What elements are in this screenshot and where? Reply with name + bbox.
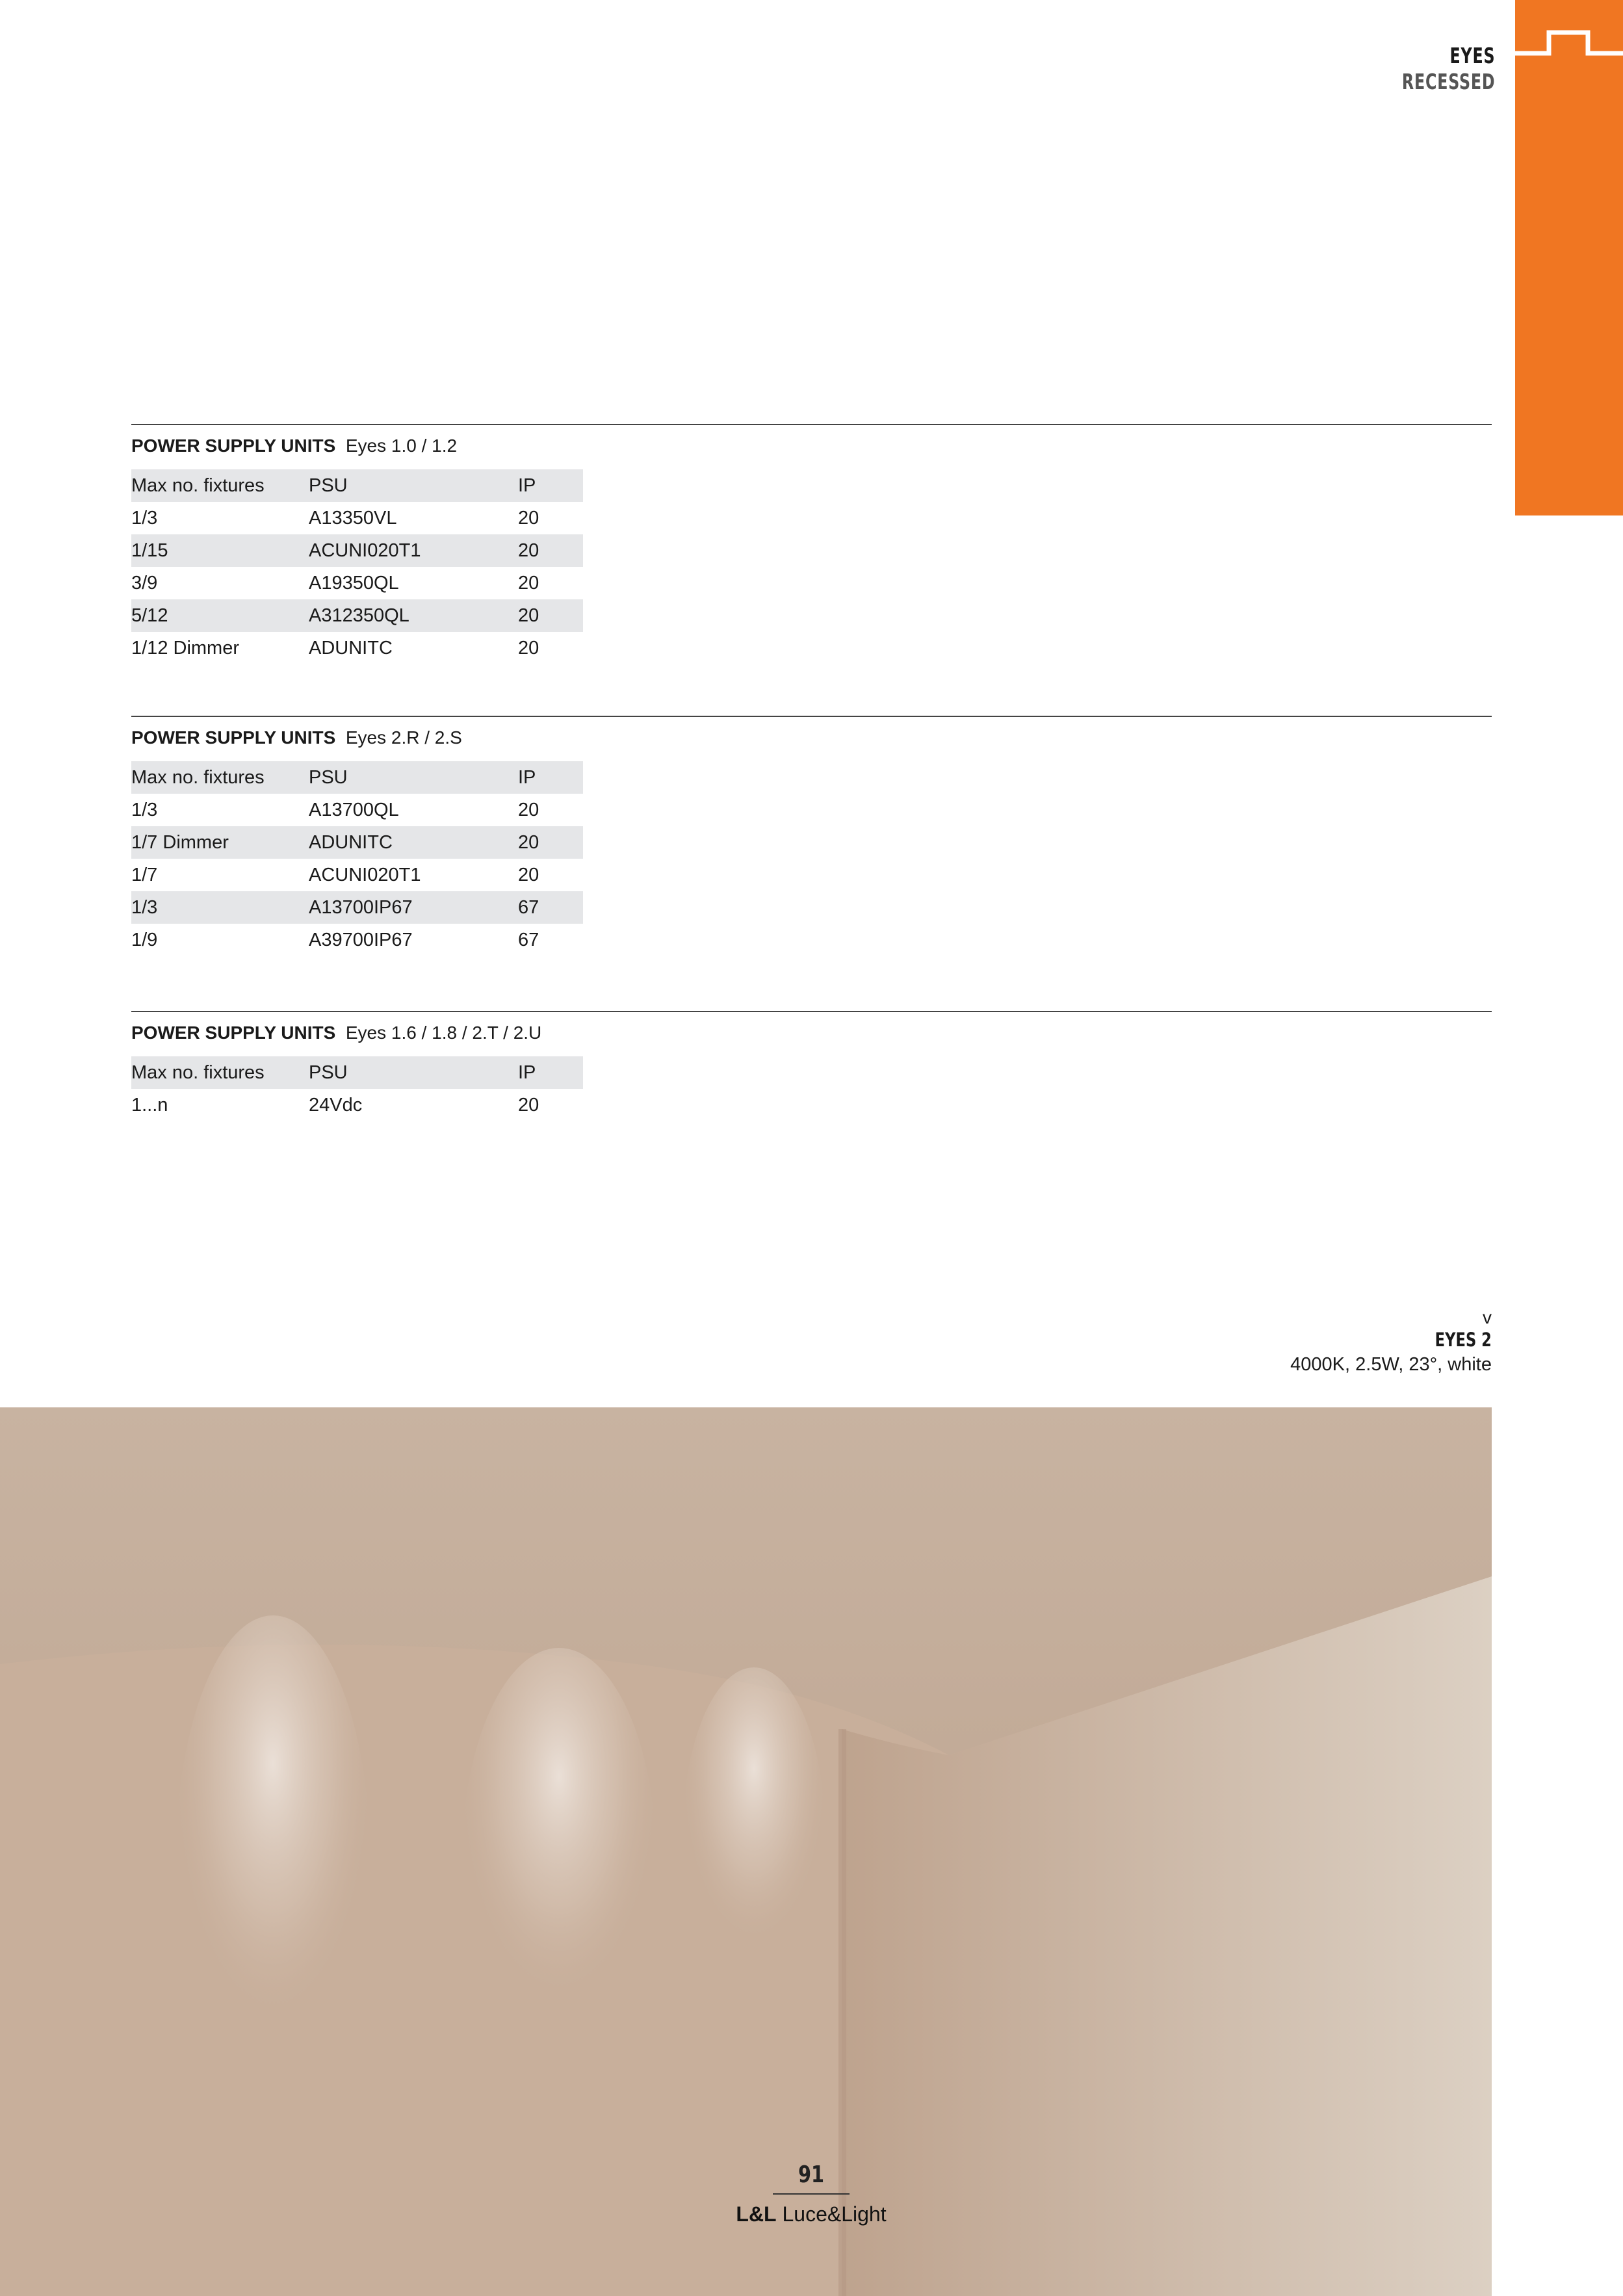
cell-ip: 20 (518, 599, 583, 632)
col-header-fixtures: Max no. fixtures (131, 761, 309, 794)
cell-psu: ADUNITC (309, 826, 518, 859)
psu-table (131, 469, 583, 664)
cell-fixtures: 1/3 (131, 799, 158, 820)
table-row (131, 567, 583, 599)
cell-psu: A312350QL (309, 599, 518, 632)
photo-caption (1290, 1308, 1492, 1377)
section-rule (131, 1011, 1492, 1012)
table-title-bold: POWER SUPPLY UNITS (131, 1023, 336, 1043)
cell-ip: 20 (518, 507, 539, 528)
section-rule (131, 424, 1492, 425)
table-header-row (131, 469, 583, 502)
psu-section-2 (131, 716, 1492, 956)
table-row (131, 502, 583, 534)
table-row (131, 599, 583, 632)
cell-ip: 67 (518, 929, 539, 950)
col-header-psu: PSU (309, 761, 518, 794)
cell-psu: ACUNI020T1 (309, 534, 518, 567)
cell-fixtures: 1/3 (131, 891, 309, 924)
cell-fixtures: 1/3 (131, 507, 158, 528)
footer-divider (773, 2193, 850, 2195)
caption-product-name: EYES 2 (1435, 1329, 1492, 1351)
table-row (131, 891, 583, 924)
page-footer (715, 2161, 907, 2226)
col-header-fixtures: Max no. fixtures (131, 1056, 309, 1089)
table-title-bold: POWER SUPPLY UNITS (131, 436, 336, 456)
col-header-psu: PSU (309, 469, 518, 502)
table-row (131, 924, 583, 956)
brand-name (715, 2202, 907, 2226)
table-row (131, 1089, 583, 1121)
table-title-bold: POWER SUPPLY UNITS (131, 727, 336, 748)
tab-notch-icon (1515, 26, 1623, 65)
psu-section-3 (131, 1011, 1492, 1121)
cell-ip: 20 (518, 1094, 539, 1115)
table-title-models: Eyes 1.0 / 1.2 (345, 436, 458, 456)
table-header-row (131, 761, 583, 794)
section-tab (1515, 0, 1623, 515)
table-title (131, 726, 1492, 750)
brand-text: Luce&Light (782, 2202, 887, 2226)
section-header (1379, 43, 1495, 95)
caption-spec: 4000K, 2.5W, 23°, white (1290, 1354, 1492, 1375)
section-rule (131, 716, 1492, 717)
col-header-ip: IP (518, 761, 583, 794)
table-row (131, 794, 583, 826)
table-title (131, 434, 1492, 458)
cell-psu: ADUNITC (309, 637, 393, 659)
cell-fixtures: 1/7 Dimmer (131, 826, 309, 859)
table-title-models: Eyes 1.6 / 1.8 / 2.T / 2.U (345, 1023, 542, 1043)
cell-psu: 24Vdc (309, 1094, 363, 1115)
cell-ip: 20 (518, 864, 539, 885)
psu-table (131, 761, 583, 956)
col-header-ip: IP (518, 469, 583, 502)
cell-ip: 20 (518, 637, 539, 659)
col-header-psu: PSU (309, 1056, 518, 1089)
cell-psu: A13350VL (309, 507, 397, 528)
cell-psu: A13700IP67 (309, 891, 518, 924)
col-header-fixtures: Max no. fixtures (131, 469, 309, 502)
section-subtitle: RECESSED (1401, 69, 1495, 94)
table-row (131, 632, 583, 664)
table-title (131, 1021, 1492, 1045)
cell-fixtures: 5/12 (131, 599, 309, 632)
page-number: 91 (798, 2161, 825, 2188)
cell-fixtures: 1/9 (131, 929, 158, 950)
brand-logo-text: L&L (736, 2202, 777, 2226)
table-title-models: Eyes 2.R / 2.S (345, 727, 462, 748)
table-row (131, 859, 583, 891)
cell-fixtures: 1/15 (131, 534, 309, 567)
cell-fixtures: 1/12 Dimmer (131, 637, 239, 659)
table-header-row (131, 1056, 583, 1089)
cell-psu: A19350QL (309, 572, 399, 594)
psu-table (131, 1056, 583, 1121)
cell-psu: ACUNI020T1 (309, 864, 421, 885)
cell-fixtures: 1...n (131, 1094, 168, 1115)
cell-psu: A39700IP67 (309, 929, 413, 950)
psu-section-1 (131, 424, 1492, 664)
cell-ip: 20 (518, 534, 583, 567)
cell-psu: A13700QL (309, 799, 399, 820)
table-row (131, 826, 583, 859)
cell-ip: 20 (518, 826, 583, 859)
cell-fixtures: 1/7 (131, 864, 158, 885)
cell-ip: 20 (518, 799, 539, 820)
cell-fixtures: 3/9 (131, 572, 158, 594)
section-title: EYES (1449, 43, 1495, 68)
cell-ip: 20 (518, 572, 539, 594)
col-header-ip: IP (518, 1056, 583, 1089)
table-row (131, 534, 583, 567)
cell-ip: 67 (518, 891, 583, 924)
chevron-down-icon: v (1483, 1307, 1492, 1327)
